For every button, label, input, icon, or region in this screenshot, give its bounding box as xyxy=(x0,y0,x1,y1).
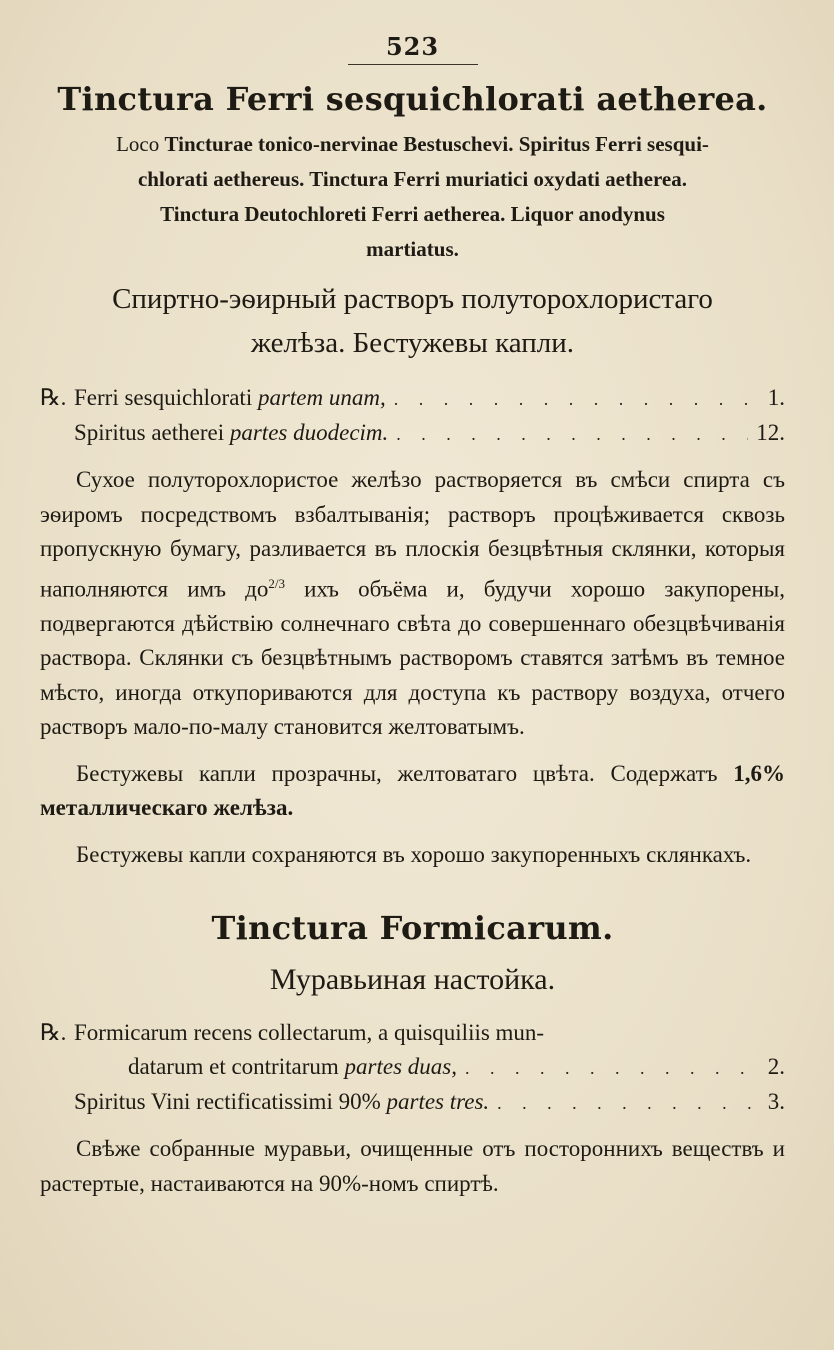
recipe1-item-1 xyxy=(40,381,785,416)
recipe2-item-1-line1: ℞. Formicarum recens collectarum, a quisquiliis mun- xyxy=(40,1016,785,1050)
recipe-item-name: Ferri sesquichlorati xyxy=(74,385,253,410)
recipe-symbol: ℞. xyxy=(40,385,67,410)
recipe2-item-2: Spiritus Vini rectificatissimi 90% partes tres. . . . 3. xyxy=(40,1085,785,1120)
section2-recipe xyxy=(40,1016,785,1120)
recipe-item-amount: partes tres. xyxy=(386,1089,490,1115)
recipe-item-amount: partes duas, xyxy=(344,1054,457,1080)
page-number-rule xyxy=(348,64,478,65)
fraction-two-thirds: 2/3 xyxy=(268,575,285,591)
section1-paragraph-1: Сухое полуторохлористое желѣзо растворяется въ смѣси спирта съ эѳиромъ посредствомъ взбалтыванія; растворъ процѣживается сквозь пропускную бумагу, разливается въ плоскія безцвѣтныя склянки, которыя наполняются имъ $до^{2/3}$ ихъ объёма и, будучи хорошо закупорены, подвергаются дѣйствію солнечнаго свѣта до совершеннаго обезцвѣчиванія раствора. Склянки съ безцвѣтнымъ растворомъ ставятся затѣмъ въ темное мѣсто, иногда откупориваются для доступа къ раствору воздуха, отчего растворъ мало-по-малу становится желтоватымъ. xyxy=(40,467,785,740)
section1-paragraph-3: Бестужевы капли сохраняются въ хорошо закупоренныхъ склянкахъ. xyxy=(76,841,752,867)
section1-paragraph-2: Бестужевы капли прозрачны, желтоватаго цвѣта. Содержатъ 1,6% металлическаго желѣза. xyxy=(40,760,785,821)
synonyms-line1-bold: Tincturae tonico-nervinae Bestuschevi. Spiritus Ferri sesqui- xyxy=(164,132,709,156)
section2-title-russian: Муравьиная настойка. xyxy=(269,963,556,997)
title-ru-line2: желѣза. Бестужевы капли. xyxy=(251,327,574,359)
synonyms-loco: Loco xyxy=(116,132,160,156)
recipe-item-amount: partem unam, xyxy=(257,385,386,410)
recipe-item-amount: partes duodecim. xyxy=(229,420,389,445)
page-number: 523 xyxy=(385,32,440,61)
recipe-item-qty: 3. xyxy=(767,1089,785,1115)
synonyms-line3: Tinctura Deutochloreti Ferri aetherea. Liquor anodynus xyxy=(160,202,665,226)
section1-synonyms xyxy=(40,127,785,267)
synonyms-line1 xyxy=(40,127,785,162)
recipe-item-qty: 1. xyxy=(767,385,785,410)
synonyms-line4: martiatus. xyxy=(366,237,459,261)
section1-title-russian xyxy=(40,277,785,365)
recipe-item-qty: 2. xyxy=(767,1054,785,1080)
synonyms-line2: chlorati aethereus. Tinctura Ferri muriatici oxydati aetherea. xyxy=(137,167,687,191)
recipe-item-name: Spiritus aetherei xyxy=(74,420,225,445)
leader-dots xyxy=(396,417,748,451)
leader-dots xyxy=(394,382,751,416)
recipe1-item-2 xyxy=(40,416,785,451)
recipe-item-qty: 12. xyxy=(756,420,785,445)
section1-recipe xyxy=(40,381,785,451)
title-ru-line1: Спиртно-эѳирный растворъ полуторохлористаго xyxy=(112,283,713,315)
section2-paragraph: Свѣже собранные муравьи, очищенные отъ постороннихъ веществъ и растертые, настаиваются на 90%-номъ спиртѣ. xyxy=(40,1136,785,1196)
page-content xyxy=(40,30,785,1201)
leader-dots xyxy=(497,1086,751,1120)
recipe2-item-1-line2: datarum et contritarum partes duas, . . . 2. xyxy=(40,1050,785,1085)
section2-title-latin: Tinctura Formicarum. xyxy=(211,909,614,948)
leader-dots xyxy=(465,1051,751,1085)
recipe-symbol: ℞. xyxy=(40,1020,67,1046)
section1-title-latin: Tinctura Ferri sesquichlorati aetherea. xyxy=(57,80,768,118)
iron-content: 1,6% металлическаго желѣза. xyxy=(40,760,785,821)
